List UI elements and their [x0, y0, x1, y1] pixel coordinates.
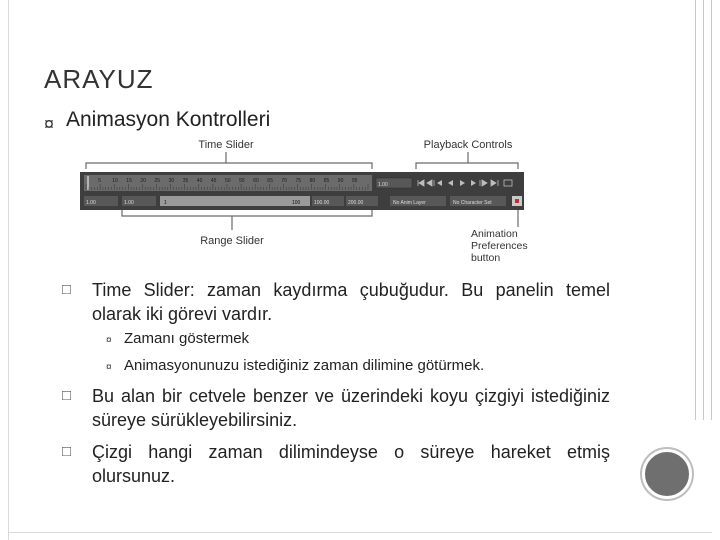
ruler-number: 50: [225, 178, 231, 184]
checkbox-bullet-icon: □: [62, 443, 72, 460]
current-frame-value: 1.00: [378, 182, 388, 188]
animation-controls-figure: [78, 132, 548, 267]
range-inner-start-value: 1.00: [124, 200, 134, 206]
sub-bullet-1: ¤ Zamanı göstermek: [106, 330, 250, 347]
range-slider-b: 100: [292, 200, 301, 206]
bullet-marker-icon: ¤: [106, 335, 112, 346]
ruler-number: 25: [154, 178, 161, 184]
ruler-number: 35: [182, 178, 189, 184]
label-time-slider: Time Slider: [198, 139, 254, 151]
range-slider-a: 1: [164, 200, 167, 206]
ruler-number: 10: [112, 178, 118, 184]
anim-layer-value: No Anim Layer: [393, 200, 426, 206]
ruler-number: 80: [309, 178, 316, 184]
paragraph-2: □ Bu alan bir cetvele benzer ve üzerindeki koyu çizgiyi istediğiniz süreye sürükleyebilirsiniz.: [62, 386, 610, 430]
bullet-main: Animasyon Kontrolleri: [66, 108, 271, 131]
ruler-number: 95: [351, 178, 358, 184]
bracket-time-slider: [86, 152, 372, 169]
ruler-ticks: [86, 184, 368, 190]
range-start-value: 1.00: [86, 200, 96, 206]
char-set-value: No Character Set: [453, 200, 492, 206]
slide-frame-bottom: [8, 532, 712, 533]
ruler-number: 85: [323, 178, 330, 184]
checkbox-bullet-icon: □: [62, 281, 72, 298]
bracket-range-slider: [122, 210, 372, 230]
bracket-playback: [416, 152, 518, 169]
label-anim-pref-3: button: [471, 252, 501, 264]
ruler-number: 55: [239, 178, 245, 184]
slide-frame-right: [711, 0, 712, 420]
ruler-number: 90: [337, 178, 344, 184]
bullet-marker-icon: ¤: [106, 362, 112, 373]
decorative-circle: [642, 449, 692, 499]
label-anim-pref-2: Preferences: [471, 240, 528, 252]
ruler-number: 65: [267, 178, 273, 184]
sub-bullet-2: ¤ Animasyonunuzu istediğiniz zaman dilimine götürmek.: [106, 357, 485, 374]
paragraph-1: □ Time Slider: zaman kaydırma çubuğudur. Bu panelin temel olarak iki görevi vardır.: [62, 280, 610, 324]
ruler-number: 40: [196, 178, 203, 184]
ruler-number: 60: [253, 178, 259, 184]
ruler-number: 15: [126, 178, 132, 184]
slide-frame-right: [695, 0, 696, 420]
ruler-number: 70: [281, 178, 287, 184]
slide-frame-right: [703, 0, 704, 420]
slide-title: ARAYUZ: [44, 64, 154, 94]
ruler-number: 20: [140, 178, 146, 184]
label-anim-pref-1: Animation: [471, 228, 518, 240]
ruler-number: 75: [295, 178, 302, 184]
bullet-marker-icon: ¤: [44, 114, 55, 134]
range-slider-bar: [160, 196, 310, 206]
ruler-number: 5: [98, 178, 101, 184]
range-end-value: 100.00: [314, 200, 330, 206]
ruler-number: 30: [168, 178, 175, 184]
checkbox-bullet-icon: □: [62, 387, 72, 404]
ruler-number: 45: [210, 178, 217, 184]
slide-frame-left: [8, 0, 9, 540]
paragraph-3: □ Çizgi hangi zaman dilimindeyse o süreye hareket etmiş olursunuz.: [62, 442, 610, 486]
label-playback-controls: Playback Controls: [423, 139, 513, 151]
range-total-end-value: 200.00: [348, 200, 364, 206]
label-range-slider: Range Slider: [200, 235, 264, 247]
